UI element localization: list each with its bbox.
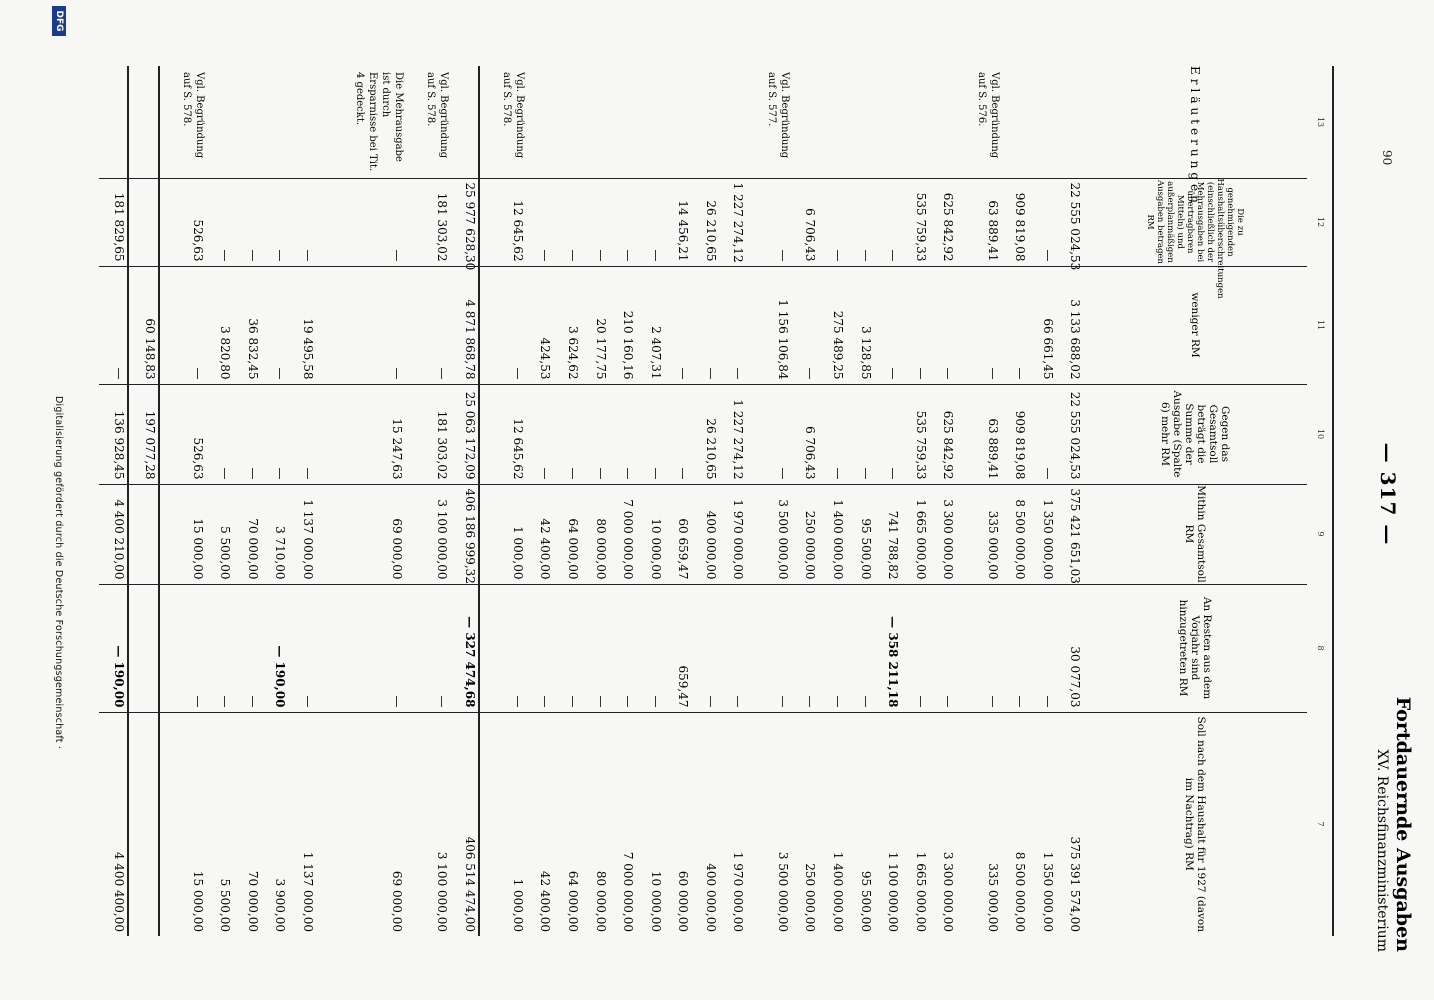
subtotal-c9-cell: 406 186 999,32 [463, 488, 478, 584]
rows-c8-cell: — [1013, 695, 1028, 708]
rows2-c11-cell: — [435, 367, 450, 380]
rows-c8-cell: — [510, 695, 525, 708]
rows-c13-cell: Vgl. Begründung auf S. 576. [975, 72, 1000, 159]
colnum-8: 8 [1307, 584, 1333, 712]
rows2-c8-cell: — [218, 695, 233, 708]
rows-c12-cell: — [886, 249, 901, 262]
rows2-row [288, 66, 316, 936]
rows-c8-cell: — [831, 695, 845, 708]
rows-c12-cell: — [593, 249, 608, 262]
footer-strip [10, 0, 70, 1000]
rows2-c8-cell: — 190,00 [273, 645, 288, 708]
rows-row [818, 66, 846, 936]
colnum-7: 7 [1307, 712, 1333, 936]
rows-c10-cell: 625 842,92 [941, 410, 956, 480]
rows2-c8-cell: — [190, 695, 205, 708]
rows2-row [159, 66, 205, 936]
rows-c7-cell: 250 000,00 [803, 863, 818, 932]
rows-c12-cell: 14 456,21 [676, 200, 691, 262]
rows-row [956, 66, 1001, 936]
rows-c8-cell: — [648, 695, 663, 708]
rows2-c10-cell: 15 247,63 [390, 418, 405, 480]
rows-c8-cell: — [593, 695, 608, 708]
rows2-c11-cell: — [190, 367, 205, 380]
rows-row [479, 66, 525, 936]
rows-c8-cell: — [731, 695, 746, 708]
rows-c8-cell: — [566, 695, 581, 708]
rows-c11-cell: 1 156 106,84 [775, 299, 790, 380]
rows-c10-cell: 6 706,43 [803, 426, 818, 480]
rows-row [929, 66, 957, 936]
rows2-c7-cell: 3 100 000,00 [435, 851, 450, 932]
rows2-c12-cell: — [273, 249, 288, 262]
rows2-c12-cell: — [218, 249, 233, 262]
total-c11-cell: — [112, 367, 127, 380]
rows2-c10-cell: — [245, 467, 260, 480]
rows-c10-cell: — [621, 467, 636, 480]
rows2-c8-cell: — [301, 695, 316, 708]
total-c10-cell: 136 928,45 [112, 410, 127, 480]
rows2-c10-cell: 181 303,02 [435, 410, 450, 480]
head-11: weniger RM [1083, 266, 1307, 384]
page-number: — 317 — [1376, 442, 1400, 546]
rows-c8-cell: — [913, 695, 928, 708]
total-c12-cell: 181 829,65 [112, 192, 127, 262]
rows-c7-cell: 7 000 000,00 [621, 851, 636, 932]
rows-c10-cell: — [886, 467, 901, 480]
rows2-c12-cell: — [390, 249, 405, 262]
rows-row [846, 66, 874, 936]
rows-c12-cell: 12 645,62 [510, 200, 525, 262]
rows-c9-cell: 80 000,00 [593, 518, 608, 580]
rows-row [609, 66, 637, 936]
rows-c12-cell: 1 227 274,12 [731, 182, 746, 263]
rows2-c8-cell: — [390, 695, 405, 708]
rows-c10-cell: — [1040, 467, 1055, 480]
rows2-c9-cell: 3 100 000,00 [435, 499, 450, 580]
rows2-c12-cell: — [245, 249, 260, 262]
rows2-c9-cell: 69 000,00 [390, 518, 405, 580]
rows2-c7-cell: 1 137 000,00 [301, 851, 316, 932]
rows-c9-cell: 95 500,00 [858, 518, 873, 580]
header-right [1334, 602, 1414, 952]
rows-c12-cell: 63 889,41 [985, 200, 1000, 262]
rows-c11-cell: — [803, 367, 818, 380]
subtotal-c8-cell: — 327 474,68 [463, 616, 478, 708]
ledger-table [99, 66, 1334, 936]
rows-c8-cell: — [941, 695, 956, 708]
rows-c12-cell: 625 842,92 [941, 192, 956, 262]
rows-c11-cell: 20 177,75 [593, 318, 608, 380]
rows-c9-cell: 42 400,00 [538, 518, 553, 580]
colnum-12: 12 [1307, 178, 1333, 266]
rows-c11-cell: 2 407,31 [648, 326, 663, 380]
rows-c7-cell: 1 970 000,00 [731, 851, 746, 932]
rows-c11-cell: — [886, 367, 901, 380]
head-9: Mithin Gesamtsoll RM [1083, 484, 1307, 584]
rows-c8-cell: — [985, 695, 1000, 708]
rows-row [901, 66, 929, 936]
header-subtitle: XV. Reichsfinanzministerium [1374, 749, 1390, 952]
rows-c12-cell: — [831, 249, 845, 262]
rows2-c12-cell: — [301, 249, 316, 262]
colnum-10: 10 [1307, 384, 1333, 484]
rows-c7-cell: 375 391 574,00 [1068, 836, 1083, 932]
rows-c10-cell: 63 889,41 [985, 418, 1000, 480]
rows-c8-cell: 30 077,03 [1068, 646, 1083, 708]
rows2-row [316, 66, 405, 936]
rows-c9-cell: 1 400 000,00 [831, 499, 845, 580]
rows-c9-cell: 3 300 000,00 [941, 499, 956, 580]
subtotal-c10-cell: 25 063 172,09 [463, 391, 478, 480]
rows-c10-cell: — [648, 467, 663, 480]
rows-c8-cell: — [803, 695, 818, 708]
rows-c7-cell: 80 000,00 [593, 870, 608, 932]
rows-row [1028, 66, 1056, 936]
digitization-note: Digitalisierung gefördert durch die Deutsche Forschungsgemeinschaft · [53, 396, 64, 750]
rows-c8-cell: — [858, 695, 873, 708]
rows-c10-cell: 22 555 024,53 [1068, 391, 1083, 480]
rows-c9-cell: 741 788,82 [886, 510, 901, 580]
rows-c12-cell: 6 706,43 [803, 208, 818, 262]
rows-c9-cell: 64 000,00 [566, 518, 581, 580]
rows-c11-cell: 210 160,16 [621, 310, 636, 380]
rows-c10-cell: 12 645,62 [510, 418, 525, 480]
rows-c12-cell: 535 759,33 [913, 192, 928, 262]
rows-c9-cell: 250 000,00 [803, 510, 818, 580]
rows-c8-cell: — 358 211,18 [886, 616, 901, 708]
rows2-c11-cell: — [273, 367, 288, 380]
rows2-c12-cell: 526,63 [190, 219, 205, 262]
rows-c8-cell: 659,47 [676, 665, 691, 708]
rows-c11-cell: — [985, 367, 1000, 380]
rows2-c7-cell: 3 900,00 [273, 878, 288, 932]
rows-c11-cell: — [703, 367, 718, 380]
subtotal2-c10-cell: 197 077,28 [143, 410, 158, 480]
margin-number: 90 [1380, 150, 1394, 166]
rows2-row [206, 66, 234, 936]
rows-c13-cell: Vgl. Begründung auf S. 578. [500, 72, 525, 159]
rows2-c9-cell: 5 500,00 [218, 526, 233, 580]
colnum-11: 11 [1307, 266, 1333, 384]
rows2-c9-cell: 1 137 000,00 [301, 499, 316, 580]
rows-c8-cell: — [703, 695, 718, 708]
rows-row [719, 66, 747, 936]
rows-c10-cell: — [538, 467, 553, 480]
rows-c11-cell: — [731, 367, 746, 380]
rows2-c13-cell: Die Mehrausgabe ist durch Ersparnisse bei Tit. 4 gedeckt. [354, 72, 405, 172]
rows-c12-cell: 22 555 024,53 [1068, 182, 1083, 271]
rows-c9-cell: 1 000,00 [510, 526, 525, 580]
rows-c11-cell: 66 661,45 [1040, 318, 1055, 380]
rows-c9-cell: 1 665 000,00 [913, 499, 928, 580]
rows2-row [261, 66, 289, 936]
rows-c10-cell: — [676, 467, 691, 480]
rows-c7-cell: 95 500,00 [858, 870, 873, 932]
total-c7-cell: 4 400 400,00 [112, 851, 127, 932]
rows-c9-cell: 8 500 000,00 [1013, 499, 1028, 580]
rows-c8-cell: — [621, 695, 636, 708]
rows2-row [406, 66, 451, 936]
rows-row [1056, 66, 1084, 936]
rows2-c8-cell: — [245, 695, 260, 708]
rows-c10-cell: — [858, 467, 873, 480]
rows-c7-cell: 64 000,00 [566, 870, 581, 932]
rows2-c10-cell: — [218, 467, 233, 480]
rows-c9-cell: 7 000 000,00 [621, 499, 636, 580]
rows-c11-cell: — [941, 367, 956, 380]
rows-c11-cell: 3 624,62 [566, 326, 581, 380]
rows-c10-cell: — [831, 467, 845, 480]
rows-c9-cell: 60 659,47 [676, 518, 691, 580]
rows-c9-cell: 10 000,00 [648, 518, 663, 580]
rows-c7-cell: 335 000,00 [985, 863, 1000, 932]
rows-c10-cell: — [566, 467, 581, 480]
rows-c10-cell: — [775, 467, 790, 480]
subtotal-c12-cell: 25 977 628,30 [463, 182, 478, 271]
dfg-logo: DFG [52, 6, 66, 36]
rows-c12-cell: — [858, 249, 873, 262]
rows2-c10-cell: — [273, 467, 288, 480]
colnum-9: 9 [1307, 484, 1333, 584]
rows2-c12-cell: 181 303,02 [435, 192, 450, 262]
rows-row [636, 66, 664, 936]
rows-c9-cell: 375 421 651,03 [1068, 488, 1083, 584]
rows-row [691, 66, 719, 936]
rows-c11-cell: — [1013, 367, 1028, 380]
rows2-c9-cell: 70 000,00 [245, 518, 260, 580]
total-c8-cell: — 190,00 [112, 645, 127, 708]
rows2-c9-cell: 15 000,00 [190, 518, 205, 580]
rows2-c11-cell: — [390, 367, 405, 380]
rows-c7-cell: 1 665 000,00 [913, 851, 928, 932]
rows-c11-cell: 3 133 688,02 [1068, 299, 1083, 380]
rows-c13-cell: Vgl. Begründung auf S. 577. [765, 72, 790, 159]
subtotal2-row [128, 66, 159, 936]
rows-c7-cell: 1 350 000,00 [1040, 851, 1055, 932]
rows-c8-cell: — [1040, 695, 1055, 708]
rows2-c13-cell: Vgl. Begründung auf S. 578. [180, 72, 205, 159]
head-10: Gegen das Gesamtsoll beträgt die Summe der Ausgabe (Spalte 6) mehr RM [1083, 384, 1307, 484]
rows2-c11-cell: 3 820,80 [218, 326, 233, 380]
rows-c11-cell: — [676, 367, 691, 380]
rows-row [874, 66, 902, 936]
rows-c12-cell: — [648, 249, 663, 262]
rows-c12-cell: — [538, 249, 553, 262]
rows-c11-cell: 424,53 [538, 337, 553, 380]
rows-row [664, 66, 692, 936]
rows-c10-cell: 1 227 274,12 [731, 399, 746, 480]
rows-c7-cell: 42 400,00 [538, 870, 553, 932]
total-c9-cell: 4 400 210,00 [112, 499, 127, 580]
rows2-c11-cell: 36 832,45 [245, 318, 260, 380]
total-row [99, 66, 128, 936]
subtotal2-c11-cell: 60 148,83 [143, 318, 158, 380]
rows2-row [233, 66, 261, 936]
rows-c12-cell: — [621, 249, 636, 262]
rows-c7-cell: 1 000,00 [510, 878, 525, 932]
head-13: Erläuterungen [1083, 66, 1307, 178]
rows2-c13-cell: Vgl. Begründung auf S. 578. [425, 72, 450, 159]
rows-c11-cell: 275 489,25 [831, 310, 845, 380]
subtotal-c7-cell: 406 514 474,00 [463, 836, 478, 932]
rows-c9-cell: 1 350 000,00 [1040, 499, 1055, 580]
rows-c7-cell: 3 500 000,00 [775, 851, 790, 932]
rows2-c9-cell: 3 710,00 [273, 526, 288, 580]
rows-c12-cell: — [566, 249, 581, 262]
rows-c10-cell: — [593, 467, 608, 480]
rows2-c7-cell: 15 000,00 [190, 870, 205, 932]
rows-c10-cell: 26 210,65 [703, 418, 718, 480]
rows2-c10-cell: — [301, 467, 316, 480]
rows-row [1001, 66, 1029, 936]
rows2-c7-cell: 70 000,00 [245, 870, 260, 932]
rows-c9-cell: 3 500 000,00 [775, 499, 790, 580]
rows-row [581, 66, 609, 936]
rows-c11-cell: — [510, 367, 525, 380]
header-title: Fortdauernde Ausgaben [1392, 696, 1414, 952]
rows-c7-cell: 1 100 000,00 [886, 851, 901, 932]
rows-c11-cell: — [913, 367, 928, 380]
rows-c10-cell: 535 759,33 [913, 410, 928, 480]
rows2-c7-cell: 69 000,00 [390, 870, 405, 932]
rows-c7-cell: 3 300 000,00 [941, 851, 956, 932]
rows-row [553, 66, 581, 936]
rows-row [526, 66, 554, 936]
head-7: Soll nach dem Haushalt für 1927 (davon im Nachtrag) RM [1183, 716, 1208, 932]
rows-c8-cell: — [538, 695, 553, 708]
rows-c12-cell: 26 210,65 [703, 200, 718, 262]
rows2-c11-cell: 19 495,58 [301, 318, 316, 380]
head-8: An Resten aus dem Vorjahr sind hinzugetreten RM [1083, 584, 1307, 712]
rows-row [746, 66, 791, 936]
colnum-13: 13 [1307, 66, 1333, 178]
rows-c7-cell: 1 400 000,00 [831, 851, 845, 932]
rows-c7-cell: 60 000,00 [676, 870, 691, 932]
rows-c7-cell: 10 000,00 [648, 870, 663, 932]
head-12: Die zu genehmigenden Haushaltsüberschreitungen (einschließlich der Mehrausgaben bei übertragbaren Mitteln) und außerplanmäßigen Ausgaben betragen RM [1083, 178, 1307, 266]
rows-c11-cell: 3 128,85 [858, 326, 873, 380]
rows-c9-cell: 400 000,00 [703, 510, 718, 580]
rows2-c8-cell: — [435, 695, 450, 708]
rows-c9-cell: 1 970 000,00 [731, 499, 746, 580]
rows-c12-cell: — [775, 249, 790, 262]
rows2-c7-cell: 5 500,00 [218, 878, 233, 932]
rows2-c10-cell: 526,63 [190, 437, 205, 480]
rows-c9-cell: 335 000,00 [985, 510, 1000, 580]
rows-c12-cell: 909 819,08 [1013, 192, 1028, 262]
subtotal-row [450, 66, 479, 936]
rows-c7-cell: 8 500 000,00 [1013, 851, 1028, 932]
rows-c10-cell: 909 819,08 [1013, 410, 1028, 480]
rows-row [791, 66, 819, 936]
rows-c12-cell: — [1040, 249, 1055, 262]
rows-c7-cell: 400 000,00 [703, 863, 718, 932]
subtotal-c11-cell: 4 871 868,78 [463, 299, 478, 380]
rows-c8-cell: — [775, 695, 790, 708]
